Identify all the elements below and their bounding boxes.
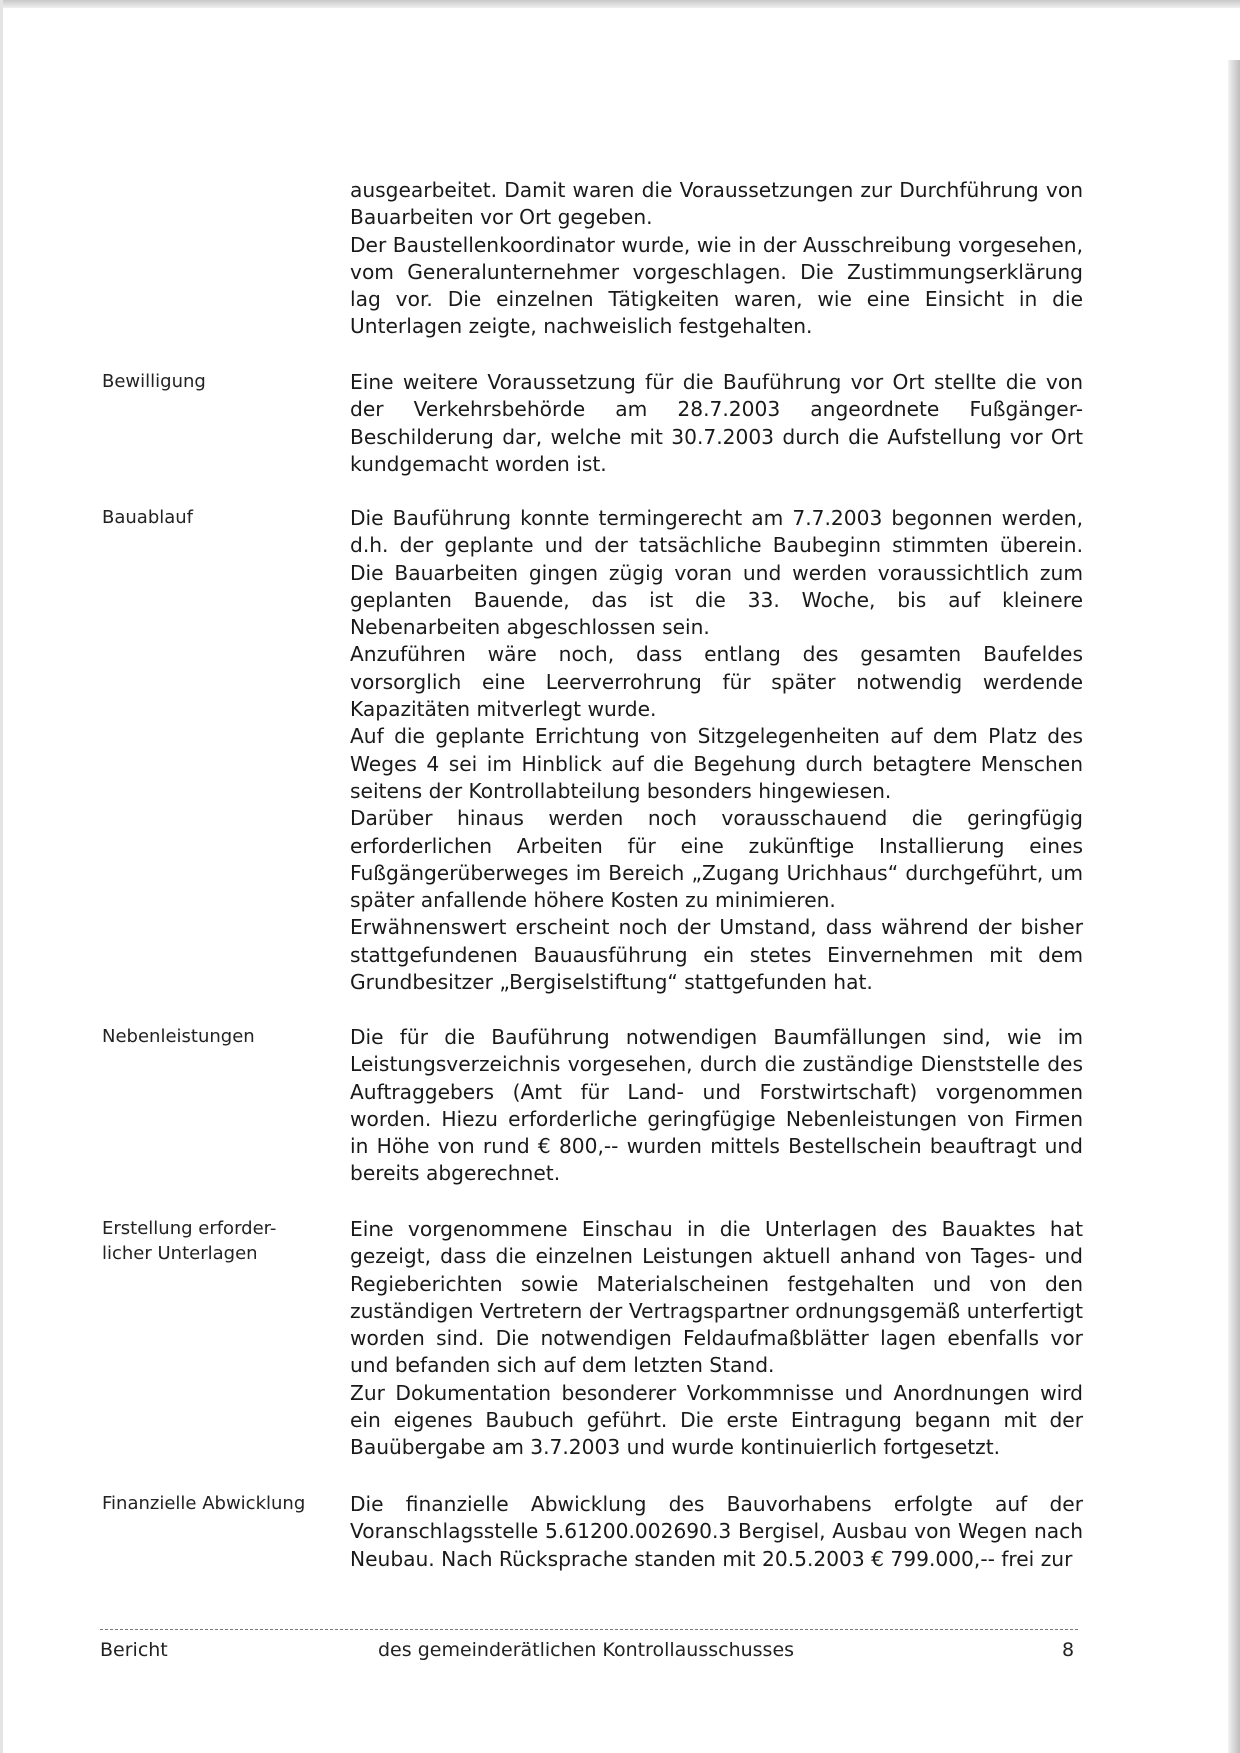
paragraph: Erwähnenswert erscheint noch der Umstand, dass während der bisher stattgefundenen Bauausführung ein stetes Einvernehmen mit dem Grundbesitzer „Bergiselstiftung“ stattgefunden hat. bbox=[350, 915, 1083, 995]
margin-heading-line: Bauablauf bbox=[102, 507, 194, 528]
margin-heading bbox=[102, 369, 317, 394]
paragraph: Darüber hinaus werden noch vorausschauend die geringfügig erforderlichen Arbeiten für eine zukünftige Installierung eines Fußgängerüberweges im Bereich „Zugang Urichhaus“ durchgeführt, um später anfallende höhere Kosten zu minimieren. bbox=[350, 806, 1083, 913]
section-body bbox=[350, 1491, 1083, 1573]
margin-heading bbox=[102, 1216, 317, 1266]
paragraph: Zur Dokumentation besonderer Vorkommnisse und Anordnungen wird ein eigenes Baubuch geführt. Die erste Eintragung begann mit der Bauübergabe am 3.7.2003 und wurde kontinuierlich fortgesetzt. bbox=[350, 1380, 1083, 1460]
footer-left: Bericht bbox=[100, 1639, 168, 1661]
scan-edge-right bbox=[1228, 60, 1240, 1753]
margin-heading bbox=[102, 1491, 317, 1516]
margin-heading bbox=[102, 505, 317, 530]
paragraph: Eine vorgenommene Einschau in die Unterlagen des Bauaktes hat gezeigt, dass die einzelnen Leistungen aktuell anhand von Tages- und Regieberichten sowie Materialscheinen festgehalten und von den zuständigen Vertretern der Vertragspartner ordnungsgemäß unterfertigt worden sind. Die notwendigen Feldaufmaßblätter lagen ebenfalls vor und befanden sich auf dem letzten Stand. bbox=[350, 1217, 1083, 1378]
margin-heading-line: Erstellung erforder- bbox=[102, 1218, 277, 1239]
paragraph: Anzuführen wäre noch, dass entlang des gesamten Baufeldes vorsorglich eine Leerverrohrung für später notwendig werdende Kapazitäten mitverlegt wurde. bbox=[350, 642, 1083, 722]
paragraph: Eine weitere Voraussetzung für die Bauführung vor Ort stellte die von der Verkehrsbehörde am 28.7.2003 angeordnete Fußgänger-Beschilderung dar, welche mit 30.7.2003 durch die Aufstellung vor Ort kundgemacht worden ist. bbox=[350, 370, 1083, 476]
section-body bbox=[350, 177, 1083, 341]
scan-edge-top bbox=[0, 0, 1240, 8]
margin-heading-line: Finanzielle Abwicklung bbox=[102, 1493, 306, 1514]
section-body bbox=[350, 505, 1083, 996]
page-number: 8 bbox=[1062, 1639, 1075, 1661]
paragraph: Die finanzielle Abwicklung des Bauvorhabens erfolgte auf der Voranschlagsstelle 5.61200.002690.3 Bergisel, Ausbau von Wegen nach Neubau. Nach Rücksprache standen mit 20.5.2003 € 799.000,-- frei zur bbox=[350, 1492, 1083, 1571]
paragraph: Der Baustellenkoordinator wurde, wie in der Ausschreibung vorgesehen, vom Generalunternehmer vorgeschlagen. Die Zustimmungserklärung lag vor. Die einzelnen Tätigkeiten waren, wie eine Einsicht in die Unterlagen zeigte, nachweislich festgehalten. bbox=[350, 232, 1083, 339]
footer-center: des gemeinderätlichen Kontrollausschusses bbox=[378, 1639, 795, 1661]
paragraph: Die für die Bauführung notwendigen Baumfällungen sind, wie im Leistungsverzeichnis vorgesehen, durch die zuständige Dienststelle des Auftraggebers (Amt für Land- und Forstwirtschaft) vorgenommen worden. Hiezu erforderliche geringfügige Nebenleistungen von Firmen in Höhe von rund € 800,-- wurden mittels Bestellschein beauftragt und bereits abgerechnet. bbox=[350, 1025, 1083, 1186]
footer-divider bbox=[100, 1629, 1078, 1630]
paragraph: ausgearbeitet. Damit waren die Voraussetzungen zur Durchführung von Bauarbeiten vor Ort gegeben. bbox=[350, 178, 1083, 230]
section-body bbox=[350, 1216, 1083, 1462]
section-body bbox=[350, 369, 1083, 478]
section-body bbox=[350, 1024, 1083, 1188]
paragraph: Auf die geplante Errichtung von Sitzgelegenheiten auf dem Platz des Weges 4 sei im Hinblick auf die Begehung durch betagtere Menschen seitens der Kontrollabteilung besonders hingewiesen. bbox=[350, 724, 1083, 803]
margin-heading bbox=[102, 1024, 317, 1049]
scan-edge-left bbox=[0, 0, 3, 1753]
margin-heading-line: licher Unterlagen bbox=[102, 1243, 258, 1264]
margin-heading-line: Bewilligung bbox=[102, 371, 206, 392]
paragraph: Die Bauführung konnte termingerecht am 7.7.2003 begonnen werden, d.h. der geplante und der tatsächliche Baubeginn stimmten überein. Die Bauarbeiten gingen zügig voran und werden voraussichtlich zum geplanten Bauende, das ist die 33. Woche, bis auf kleinere Nebenarbeiten abgeschlossen sein. bbox=[350, 506, 1083, 640]
margin-heading-line: Nebenleistungen bbox=[102, 1026, 255, 1047]
